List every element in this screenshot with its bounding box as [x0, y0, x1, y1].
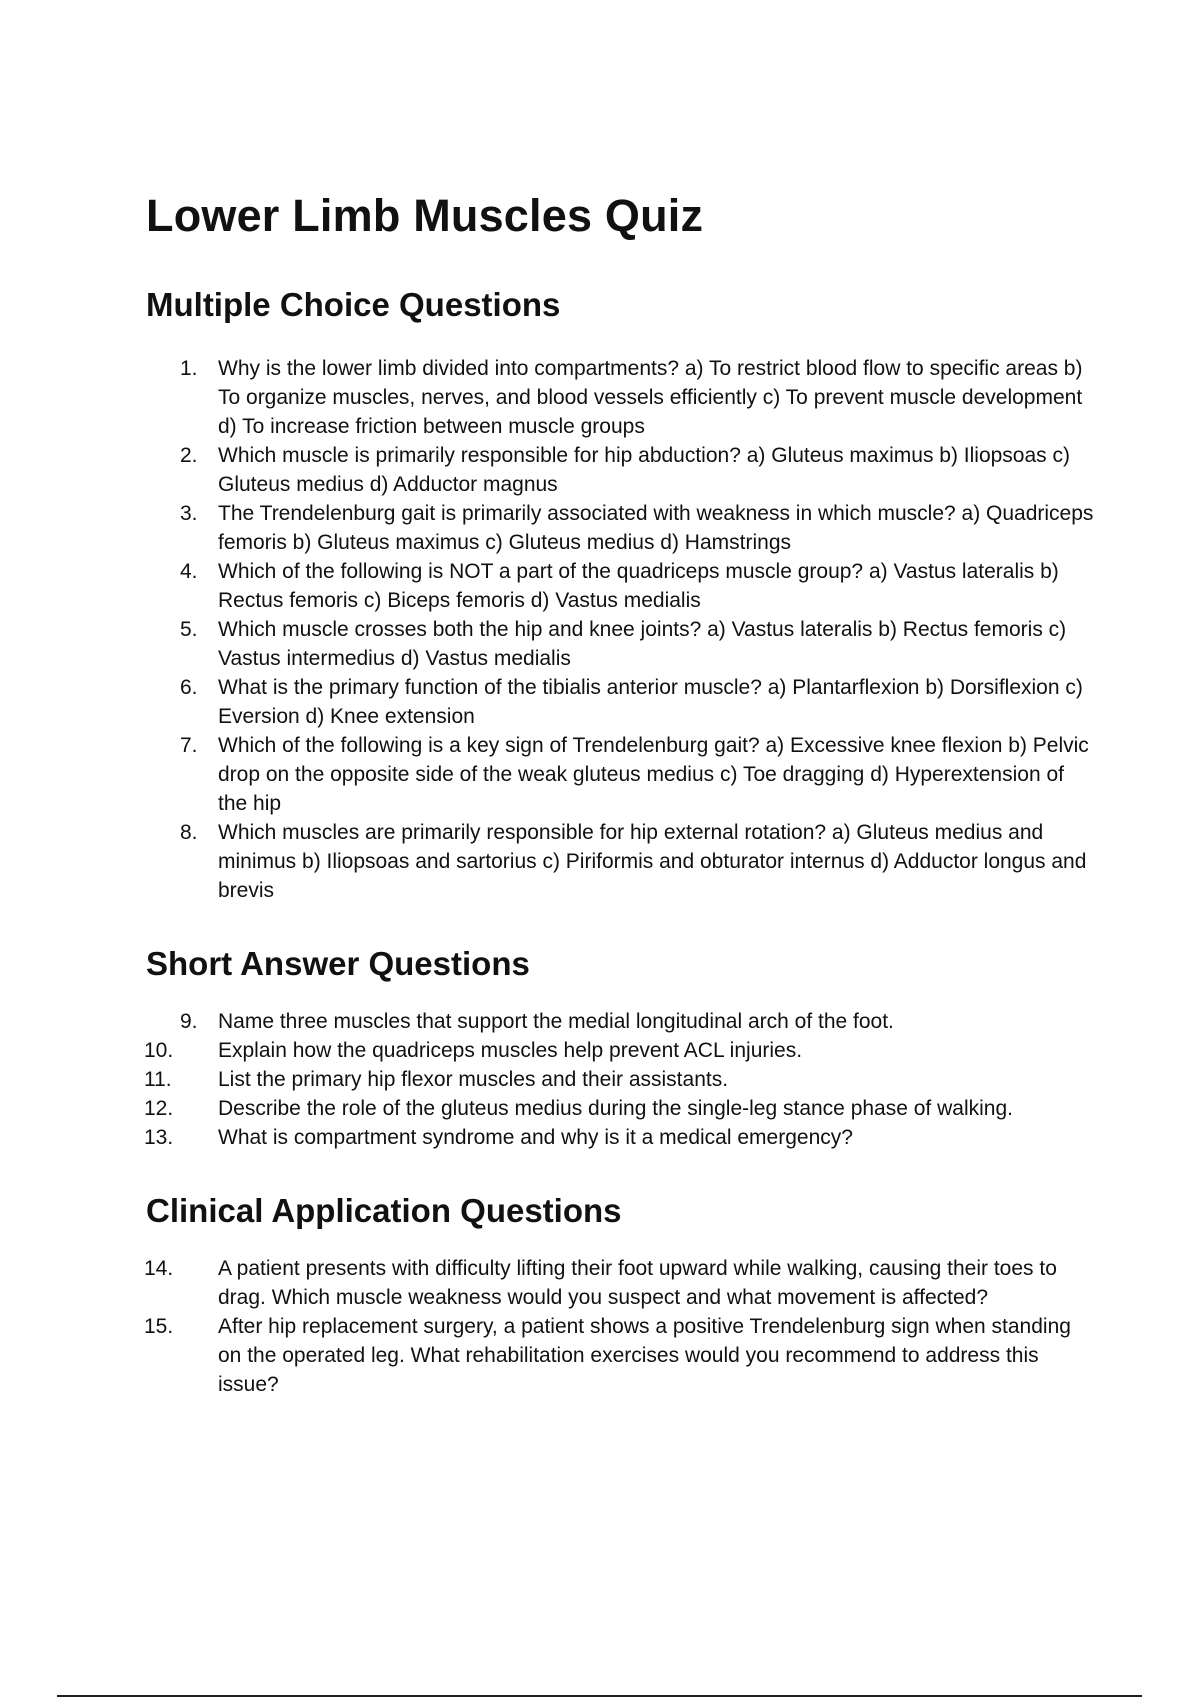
- question-item: [146, 731, 1096, 818]
- question-text: Explain how the quadriceps muscles help prevent ACL injuries.: [218, 1038, 803, 1062]
- question-item: [146, 499, 1096, 557]
- question-item: [146, 1036, 1096, 1065]
- question-item: [146, 354, 1096, 441]
- question-number: 6.: [180, 675, 198, 699]
- section-heading: Clinical Application Questions: [146, 1191, 622, 1229]
- question-number: 3.: [180, 501, 198, 525]
- question-text: Why is the lower limb divided into compartments? a) To restrict blood flow to specific areas b) To organize muscles, nerves, and blood vessels efficiently c) To prevent muscle development d) To increase friction between muscle groups: [218, 356, 1083, 438]
- question-list: [146, 1254, 1096, 1399]
- section-multiple-choice: [146, 286, 1096, 905]
- question-number: 4.: [180, 559, 198, 583]
- question-number: 7.: [180, 733, 198, 757]
- question-text: Describe the role of the gluteus medius during the single-leg stance phase of walking.: [218, 1096, 1013, 1120]
- question-number: 2.: [180, 443, 198, 467]
- question-text: Which muscles are primarily responsible for hip external rotation? a) Gluteus medius and minimus b) Iliopsoas and sartorius c) Piriformis and obturator internus d) Adductor longus and brevis: [218, 820, 1087, 902]
- question-text: A patient presents with difficulty lifting their foot upward while walking, causing their toes to drag. Which muscle weakness would you suspect and what movement is affected?: [218, 1256, 1057, 1309]
- question-item: [146, 1065, 1096, 1094]
- question-item: [146, 818, 1096, 905]
- section-heading: Multiple Choice Questions: [146, 285, 561, 323]
- question-item: [146, 1094, 1096, 1123]
- question-text: Name three muscles that support the medial longitudinal arch of the foot.: [218, 1009, 894, 1033]
- question-item: [146, 673, 1096, 731]
- footer-divider: [57, 1695, 1142, 1697]
- question-item: [146, 1312, 1096, 1399]
- question-text: What is compartment syndrome and why is it a medical emergency?: [218, 1125, 853, 1149]
- question-text: Which muscle is primarily responsible for hip abduction? a) Gluteus maximus b) Iliopsoas c) Gluteus medius d) Adductor magnus: [218, 443, 1070, 496]
- section-heading: Short Answer Questions: [146, 944, 530, 982]
- question-number: 1.: [180, 356, 198, 380]
- question-text: Which of the following is NOT a part of the quadriceps muscle group? a) Vastus lateralis b) Rectus femoris c) Biceps femoris d) Vastus medialis: [218, 559, 1059, 612]
- question-text: The Trendelenburg gait is primarily associated with weakness in which muscle? a) Quadriceps femoris b) Gluteus maximus c) Gluteus medius d) Hamstrings: [218, 501, 1094, 554]
- question-item: [146, 615, 1096, 673]
- question-list: [146, 354, 1096, 905]
- question-number: 15.: [144, 1314, 174, 1338]
- question-item: [146, 1007, 1096, 1036]
- document-page: [146, 190, 1096, 1439]
- question-number: 9.: [180, 1009, 198, 1033]
- question-number: 13.: [144, 1125, 174, 1149]
- question-item: [146, 1254, 1096, 1312]
- question-text: Which muscle crosses both the hip and knee joints? a) Vastus lateralis b) Rectus femoris c) Vastus intermedius d) Vastus medialis: [218, 617, 1067, 670]
- question-text: List the primary hip flexor muscles and their assistants.: [218, 1067, 729, 1091]
- question-number: 8.: [180, 820, 198, 844]
- section-clinical-application: [146, 1192, 1096, 1399]
- question-item: [146, 1123, 1096, 1152]
- question-text: After hip replacement surgery, a patient shows a positive Trendelenburg sign when standing on the operated leg. What rehabilitation exercises would you recommend to address this issue?: [218, 1314, 1071, 1396]
- question-number: 5.: [180, 617, 198, 641]
- question-number: 14.: [144, 1256, 174, 1280]
- section-short-answer: [146, 945, 1096, 1152]
- question-number: 11.: [144, 1067, 172, 1091]
- question-number: 10.: [144, 1038, 174, 1062]
- question-number: 12.: [144, 1096, 174, 1120]
- question-text: Which of the following is a key sign of Trendelenburg gait? a) Excessive knee flexion b) Pelvic drop on the opposite side of the weak gluteus medius c) Toe dragging d) Hyperextension of the hip: [218, 733, 1089, 815]
- question-item: [146, 441, 1096, 499]
- question-item: [146, 557, 1096, 615]
- question-list: [146, 1007, 1096, 1152]
- page-title: Lower Limb Muscles Quiz: [146, 190, 704, 241]
- question-text: What is the primary function of the tibialis anterior muscle? a) Plantarflexion b) Dorsiflexion c) Eversion d) Knee extension: [218, 675, 1083, 728]
